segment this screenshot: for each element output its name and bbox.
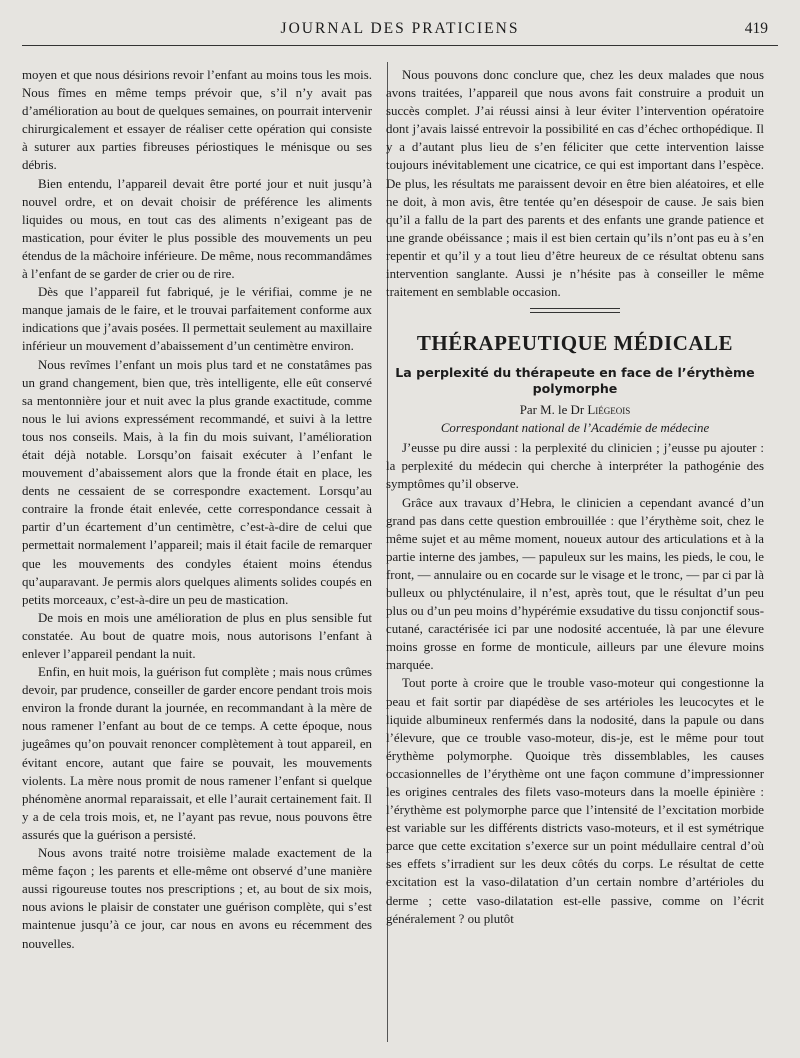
paragraph: Nous avons traité notre troisième malade exactement de la même façon ; les parents et elle-même ont observé d’une manière aussi rigoureuse toutes nos prescriptions ; et, au bout de six mois, nous avions le plaisir de constater une guérison complète, qui s’est maintenue jusqu’à ce jour, car nous en avons eu récemment des nouvelles. [22,846,372,951]
page-number: 419 [744,20,768,37]
paragraph: moyen et que nous désirions revoir l’enfant au moins tous les mois. Nous fîmes en même temps prévoir que, s’il n’y avait pas d’amélioration au bout de quelques semaines, on pourrait intervenir chirurgicalement et essayer de réaliser cette opération qui consiste à suturer aux parties fibreuses périostiques le ménisque ou ses débris. [22,68,372,173]
paragraph: Nous revîmes l’enfant un mois plus tard et ne constatâmes pas un grand changement, bien que, très intelligente, elle eût conservé sa mentonnière jour et nuit avec la plus grande exactitude, comme nous le lui avions expressément recommandé, et suivi à la lettre tous nos conseils. Mais, à la fin du mois suivant, l’amélioration était déjà notable. Lorsqu’on faisait exécuter à l’enfant le mouvement d’abaissement alors que la fronde était en place, les dents ne cessaient de se correspondre exactement. Lorsqu’au contraire la fronde était enlevée, cette correspondance cessait à partir d’un écartement d’un centimètre, c’est-à-dire de celui que permettait normalement l’appareil; mais il était facile de remarquer que les mouvements des condyles étaient moins étendus qu’auparavant. Je permis alors quelques aliments solides coupés en petits morceaux, c’est-à-dire un peu de mastication. [22,357,372,607]
paragraph: Bien entendu, l’appareil devait être porté jour et nuit jusqu’à nouvel ordre, et on devait choisir de préférence les aliments liquides ou mous, en tout cas des aliments n’exigeant pas de mastication, pour éviter le plus possible des mouvements un peu étendus de la mâchoire inférieure. De même, nous recommandâmes à l’enfant de se garder de crier ou de rire. [22,176,372,282]
paragraph: Grâce aux travaux d’Hebra, le clinicien a cependant avancé d’un grand pas dans cette question embrouillée : que l’érythème soit, chez le même sujet et au même moment, noueux autour des articulations et à la partie interne des jambes, — papuleux sur les mains, les pieds, le cou, le front, — annulaire ou en cocarde sur le visage et le tronc, — par ci par là bulleux ou phlycténulaire, il n’est, après tout, que le résultat d’un peu plus ou d’un peu moins d’hypérémie exsudative du tissu conjonctif sous-cutané, caractérisée ici par une nodosité accentuée, là par une élevure moins grosse en forme de monticule, ailleurs par une élevure moins marquée. [386,495,764,673]
section-separator [530,308,620,313]
article-title: La perplexité du thérapeute en face de l’érythème polymorphe [395,365,755,397]
left-column [22,66,372,953]
paragraph: J’eusse pu dire aussi : la perplexité du clinicien ; j’eusse pu ajouter : la perplexité du médecin qui cherche à interpréter la pathogénie des symptômes qu’il observe. [386,441,764,492]
byline [386,401,764,419]
paragraph: De mois en mois une amélioration de plus en plus sensible fut constatée. Au bout de quatre mois, nous autorisons l’enfant à enlever l’appareil pendant la nuit. [22,610,372,661]
author-affiliation: Correspondant national de l’Académie de médecine [440,421,710,436]
running-title: JOURNAL DES PRATICIENS [280,20,520,37]
paragraph: Tout porte à croire que le trouble vaso-moteur qui congestionne la peau et fait sortir par diapédèse de ses artérioles les leucocytes et le liquide albumineux renfermés dans la nodosité, dans la papule ou dans l’élevure, que ce trouble vaso-moteur, dis-je, est le même pour tout érythème polymorphe. Quoique très dissemblables, les causes occasionnelles de l’érythème ont une façon commune d’impressionner les origines centrales des filets vaso-moteurs dans la moelle épinière : l’érythème est polymorphe parce que l’intensité de l’excitation morbide est variable sur les différents districts vaso-moteurs, et il est symétrique parce que cette excitation s’exerce sur un point médullaire central d’où ses effets s’irradient sur les deux côtés du corps. Le résultat de cette excitation est la vaso-dilatation d’un certain nombre d’artérioles du derme ; cette vaso-dilatation est-elle passive, comme on l’écrit généralement ? ou plutôt [386,676,764,926]
header-rule [22,45,778,46]
paragraph: Nous pouvons donc conclure que, chez les deux malades que nous avons traitées, l’appareil que nous avons fait construire a produit un succès complet. J’ai réussi ainsi à leur éviter l’intervention opératoire dont j’avais laissé entrevoir la possibilité en cas d’échec orthopédique. Il y a d’autant plus lieu de s’en féliciter que cette intervention laisse toujours inévitablement une cicatrice, ce qui est important dans l’espèce. De plus, les résultats me paraissent devoir en être bien aléatoires, et elle ne doit, à mon avis, être tentée qu’en désespoir de cause. Je sais bien qu’il a fallu de la part des parents et des enfants une grande patience et une grande obéissance ; mais il est bien certain qu’ils n’ont pas eu à s’en repentir et qu’il y a tout lieu d’être heureux de ce résultat obtenu sans intervention sanglante. Aussi je n’hésite pas à conseiller le même traitement en semblable occasion. [386,68,764,300]
page-header [20,20,780,42]
section-title: THÉRAPEUTIQUE MÉDICALE [416,331,734,356]
byline-prefix: Par M. le Dr [519,403,585,418]
paragraph: Enfin, en huit mois, la guérison fut complète ; mais nous crûmes devoir, par prudence, conseiller de garder encore pendant trois mois environ la fronde durant la journée, en recommandant à la mère de nous ramener l’enfant au bout de ce temps. A cette époque, nous jugeâmes qu’on pouvait renoncer complètement à tout appareil, en évitant encore, autant que faire se pouvait, les mouvements violents. La mère nous promit de nous ramener l’enfant si quelque phénomène anormal reparaissait, et elle l’aurait certainement fait. Il y a de cela trois mois, et, ne l’ayant pas revue, nous pouvons être assurés que la guérison a persisté. [22,665,372,842]
paragraph: Dès que l’appareil fut fabriqué, je le vérifiai, comme je ne manque jamais de le faire, et le trouvai parfaitement conforme aux indications que j’avais posées. Il permettait seulement au maxillaire inférieur un mouvement d’abaissement d’un centimètre environ. [22,285,372,354]
right-column [386,66,764,928]
author-name: Liégeois [587,403,631,418]
